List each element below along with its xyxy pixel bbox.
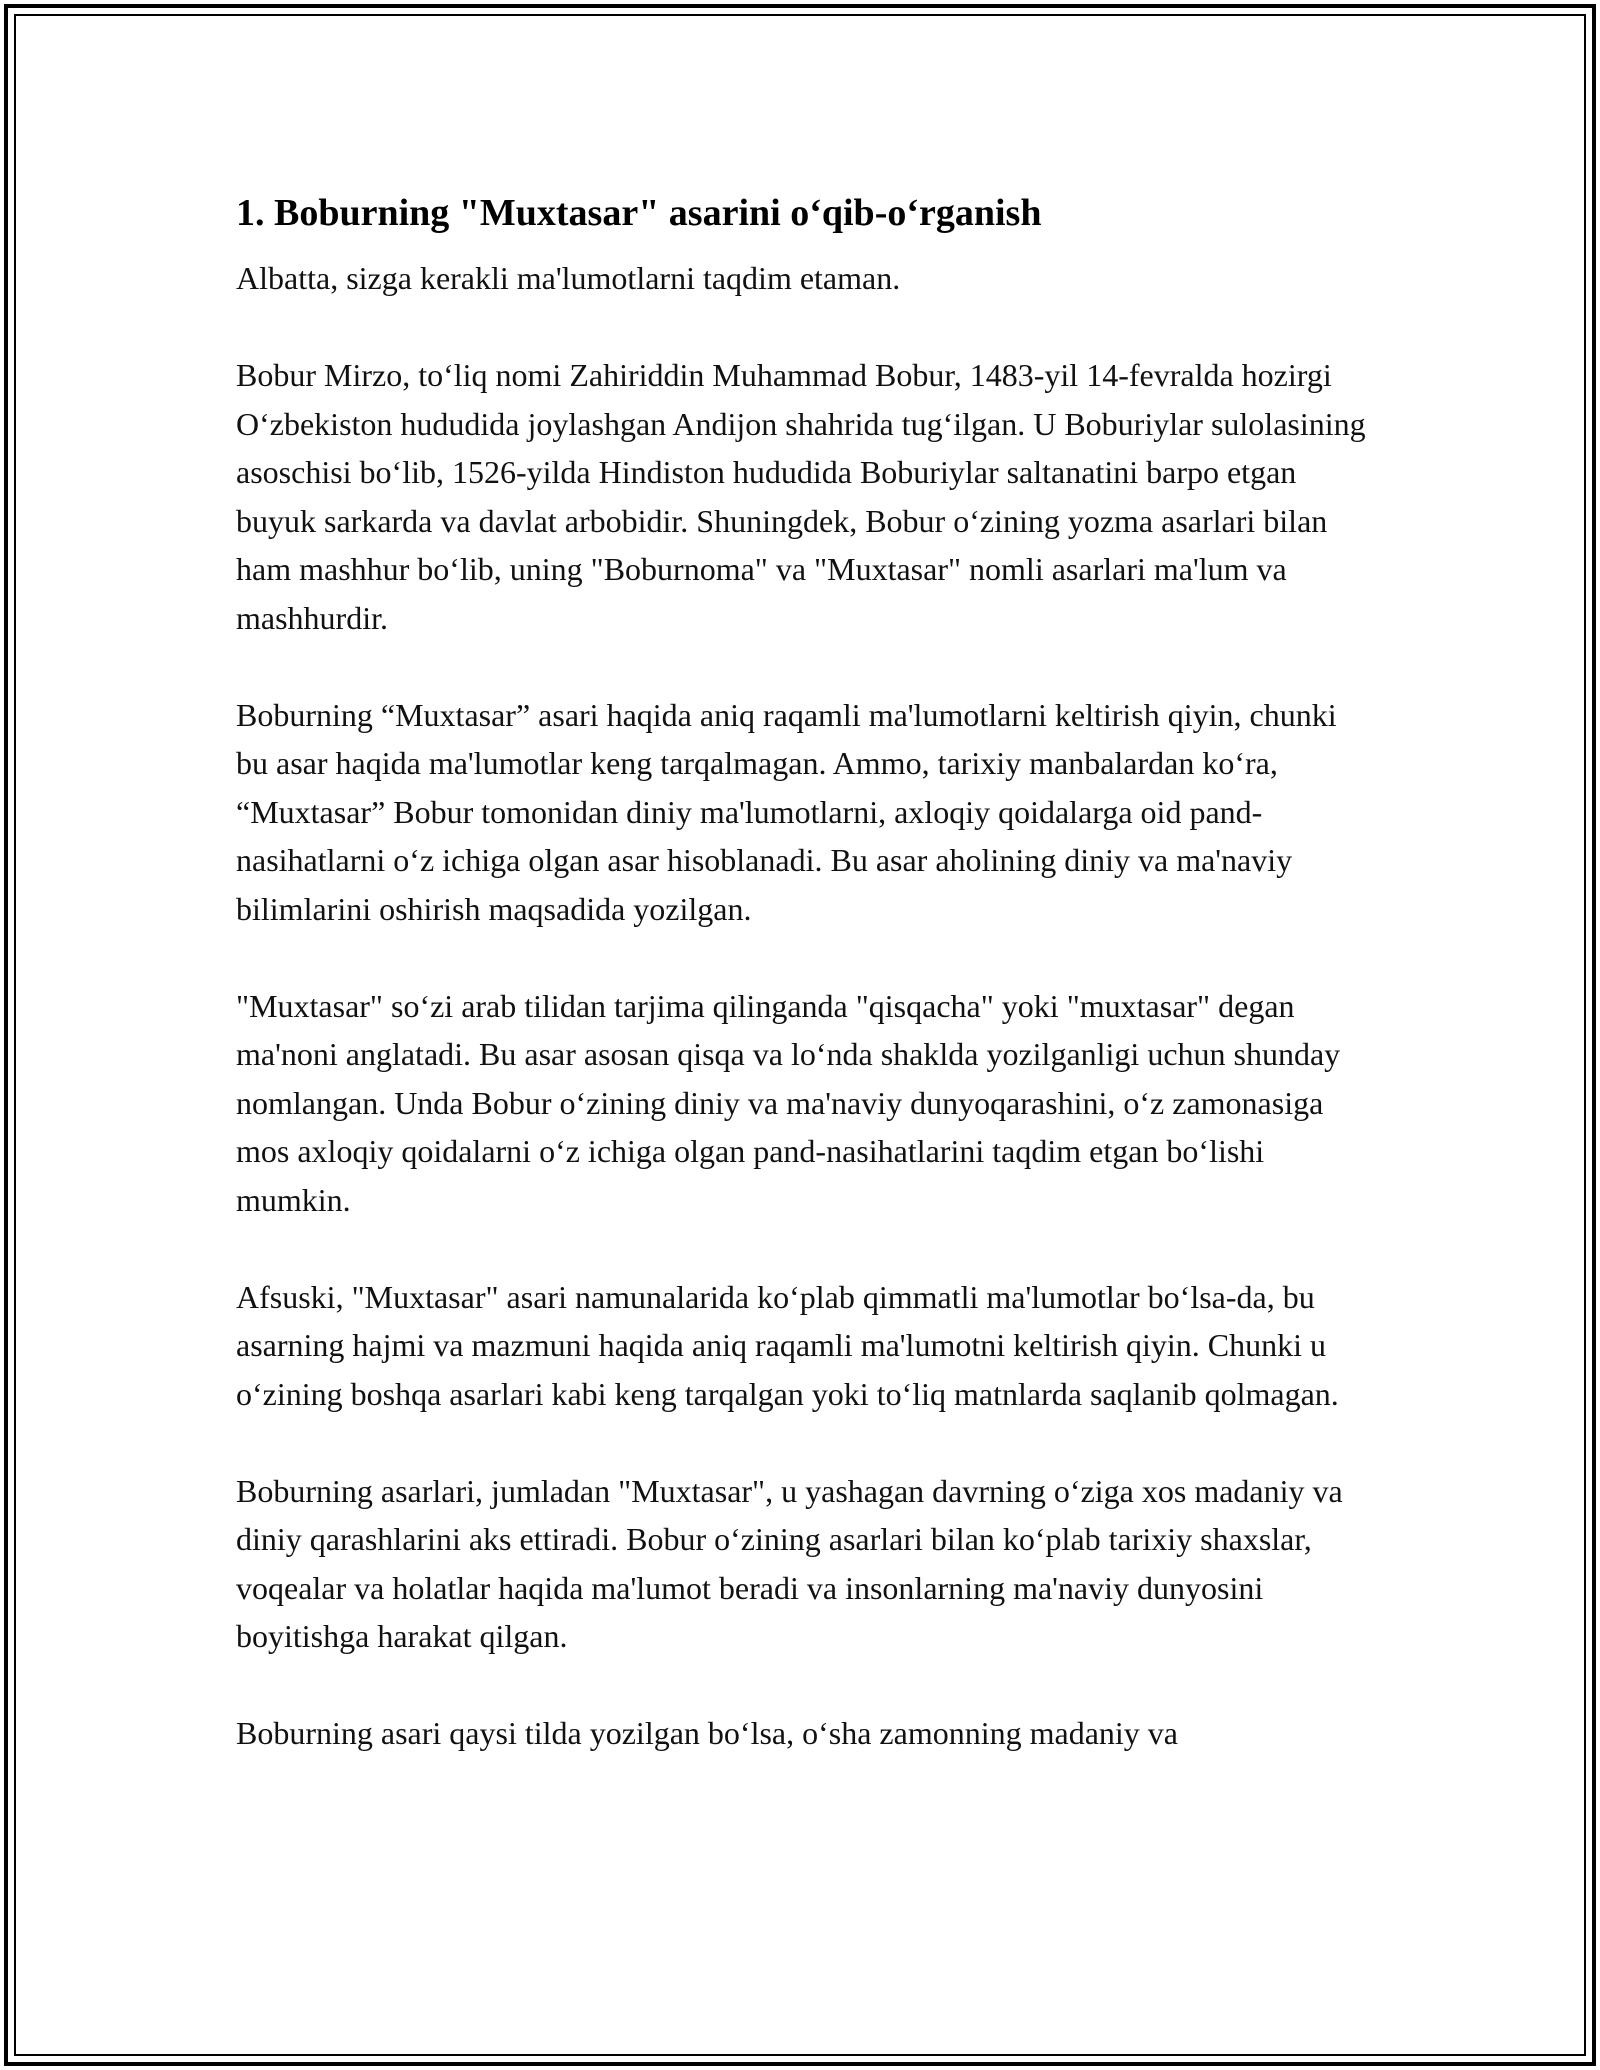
document-title: 1. Boburning "Muxtasar" asarini o‘qib-o‘rganish <box>236 192 1042 234</box>
paragraph-muxtasar-sources: Afsuski, "Muxtasar" asari namunalarida ko‘plab qimmatli ma'lumotlar bo‘lsa-da, bu asarning hajmi va mazmuni haqida aniq raqamli ma'lumotni keltirish qiyin. Chunki u o‘zining boshqa asarlari kabi keng tarqalgan yoki to‘liq matnlarda saqlanib qolmagan. <box>236 1278 1339 1412</box>
paragraph-bobur-biography: Bobur Mirzo, to‘liq nomi Zahiriddin Muhammad Bobur, 1483-yil 14-fevralda hozirgi O‘zbekiston hududida joylashgan Andijon shahrida tug‘ilgan. U Boburiylar sulolasining asoschisi bo‘lib, 1526-yilda Hindiston hududida Boburiylar saltanatini barpo etgan buyuk sarkarda va davlat arbobidir. Shuningdek, Bobur o‘zining yozma asarlari bilan ham mashhur bo‘lib, uning "Boburnoma" va "Muxtasar" nomli asarlari ma'lum va mashhurdir. <box>236 357 1366 636</box>
paragraph-intro: Albatta, sizga kerakli ma'lumotlarni taqdim etaman. <box>236 260 901 296</box>
paragraph-bobur-works: Boburning asarlari, jumladan "Muxtasar", u yashagan davrning o‘ziga xos madaniy va diniy qarashlarini aks ettiradi. Bobur o‘zining asarlari bilan ko‘plab tarixiy shaxslar, voqealar va holatlar haqida ma'lumot beradi va insonlarning ma'naviy dunyosini boyitishga harakat qilgan. <box>236 1472 1343 1654</box>
paragraph-muxtasar-meaning: "Muxtasar" so‘zi arab tilidan tarjima qilinganda "qisqacha" yoki "muxtasar" degan ma'noni anglatadi. Bu asar asosan qisqa va lo‘nda shaklda yozilganligi uchun shunday nomlangan. Unda Bobur o‘zining diniy va ma'naviy dunyoqarashini, o‘z zamonasiga mos axloqiy qoidalarni o‘z ichiga olgan pand-nasihatlarini taqdim etgan bo‘lishi mumkin. <box>236 987 1341 1218</box>
paragraph-language-truncated: Boburning asari qaysi tilda yozilgan bo‘lsa, o‘sha zamonning madaniy va <box>236 1715 1178 1751</box>
document-body <box>236 186 1376 1806</box>
paragraph-muxtasar-overview: Boburning “Muxtasar” asari haqida aniq raqamli ma'lumotlarni keltirish qiyin, chunki bu asar haqida ma'lumotlar keng tarqalmagan. Ammo, tarixiy manbalardan ko‘ra, “Muxtasar” Bobur tomonidan diniy ma'lumotlarni, axloqiy qoidalarga oid pand-nasihatlarni o‘z ichiga olgan asar hisoblanadi. Bu asar aholining diniy va ma'naviy bilimlarini oshirish maqsadida yozilgan. <box>236 696 1337 927</box>
